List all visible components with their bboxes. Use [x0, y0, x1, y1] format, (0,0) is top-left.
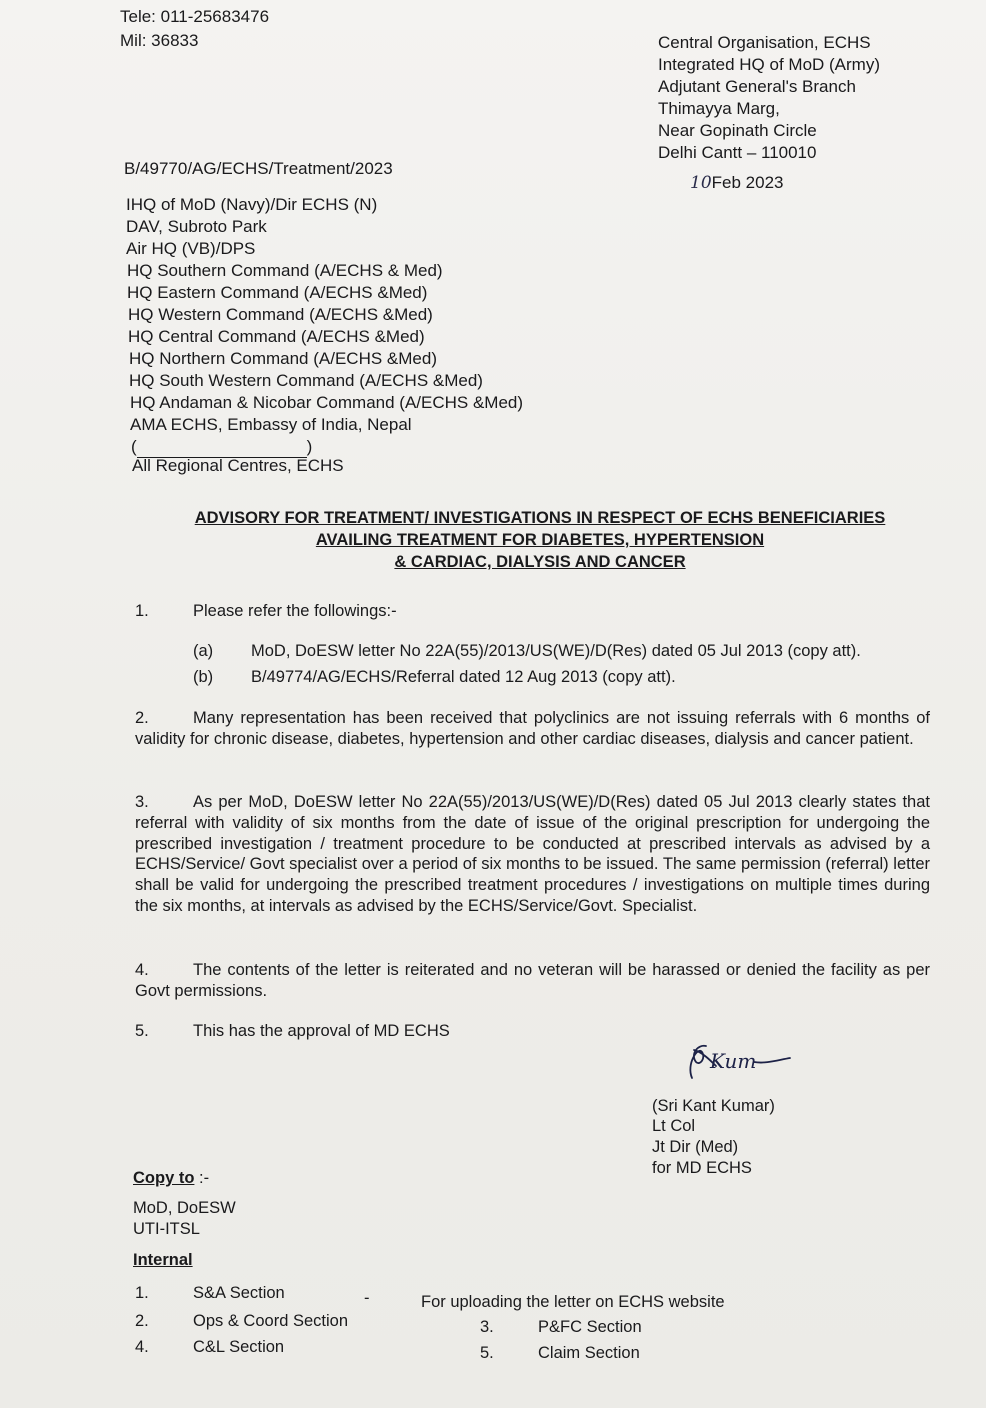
paragraph-5 — [135, 1022, 450, 1041]
sender-address-line: Central Organisation, ECHS — [658, 33, 871, 52]
copy-to-item: MoD, DoESW — [133, 1199, 236, 1217]
subject-title-line: AVAILING TREATMENT FOR DIABETES, HYPERTENSION — [315, 531, 765, 549]
signature — [676, 1036, 796, 1090]
addressee-line: HQ Southern Command (A/ECHS & Med) — [127, 261, 443, 280]
internal-item-text: Claim Section — [538, 1344, 640, 1362]
paragraph-1 — [135, 602, 397, 621]
regional-centres: All Regional Centres, ECHS — [132, 456, 344, 475]
telephone-number: Tele: 011-25683476 — [120, 7, 270, 26]
reference-label: (b) — [193, 668, 214, 686]
addressee-line: IHQ of MoD (Navy)/Dir ECHS (N) — [126, 195, 378, 214]
addressee-line: HQ Western Command (A/ECHS &Med) — [128, 305, 433, 324]
reference-item — [193, 642, 861, 661]
addressee-blank: ( ) — [131, 437, 313, 456]
reference-item — [193, 668, 676, 687]
sender-address-line: Adjutant General's Branch — [658, 77, 856, 96]
internal-heading: Internal — [133, 1251, 193, 1269]
paragraph-text: As per MoD, DoESW letter No 22A(55)/2013/US(WE)/D(Res) dated 05 Jul 2013 clearly states that referral with validity of six months from the date of issue of the original prescription for undergoing the prescribed investigation / treatment procedure to be conducted at prescribed intervals as advised by a ECHS/Service/ Govt specialist over a period of six months to be issued. The same permission (referral) letter shall be valid for undergoing the prescribed treatment procedures / investigations on multiple times during the six months, at intervals as advised by the ECHS/Service/Govt. Specialist. — [135, 793, 930, 915]
reference-label: (a) — [193, 642, 214, 660]
sender-address-line: Integrated HQ of MoD (Army) — [658, 55, 881, 74]
signature-text: Kum — [710, 1049, 757, 1073]
handwritten-date-day: 10 — [690, 173, 712, 193]
paragraph-2 — [135, 708, 930, 749]
military-number: Mil: 36833 — [120, 31, 199, 50]
subject-title-line: & CARDIAC, DIALYSIS AND CANCER — [394, 553, 686, 571]
internal-item-number: 4. — [135, 1338, 149, 1356]
signatory-name: (Sri Kant Kumar) — [652, 1097, 775, 1115]
internal-item-text: C&L Section — [193, 1338, 285, 1356]
internal-item — [480, 1344, 640, 1363]
paragraph-4 — [135, 960, 930, 1001]
internal-item-number: 1. — [135, 1284, 149, 1302]
signatory-designation: Jt Dir (Med) — [652, 1138, 739, 1156]
paragraph-number: 5. — [135, 1022, 149, 1040]
reference-text: MoD, DoESW letter No 22A(55)/2013/US(WE)/D(Res) dated 05 Jul 2013 (copy att). — [251, 642, 861, 660]
sender-address-line: Near Gopinath Circle — [658, 121, 817, 140]
addressee-line: HQ Central Command (A/ECHS &Med) — [128, 327, 425, 346]
addressee-line: Air HQ (VB)/DPS — [126, 239, 256, 258]
addressee-line: HQ Northern Command (A/ECHS &Med) — [129, 349, 437, 368]
paragraph-3 — [135, 792, 930, 917]
addressee-line: HQ Andaman & Nicobar Command (A/ECHS &Med) — [130, 393, 524, 412]
addressee-line: HQ Eastern Command (A/ECHS &Med) — [127, 283, 428, 302]
paragraph-text: This has the approval of MD ECHS — [193, 1022, 450, 1040]
date-month-year: Feb 2023 — [711, 173, 784, 192]
copy-to-item: UTI-ITSL — [133, 1220, 200, 1238]
internal-item-text: P&FC Section — [538, 1318, 642, 1336]
internal-item — [480, 1318, 642, 1337]
paragraph-number: 4. — [135, 961, 149, 979]
paragraph-number: 3. — [135, 793, 149, 811]
reference-number: B/49770/AG/ECHS/Treatment/2023 — [124, 159, 393, 178]
paragraph-text: The contents of the letter is reiterated and no veteran will be harassed or denied the facility as per Govt permissions. — [135, 961, 930, 1000]
sender-address-line: Thimayya Marg, — [658, 99, 780, 118]
paragraph-text: Please refer the followings:- — [193, 602, 397, 620]
internal-item-text: Ops & Coord Section — [193, 1312, 348, 1330]
addressee-line: AMA ECHS, Embassy of India, Nepal — [130, 415, 412, 434]
internal-item — [135, 1284, 285, 1303]
letter-date — [690, 172, 783, 194]
internal-item — [135, 1338, 284, 1357]
internal-item-text: S&A Section — [193, 1284, 285, 1302]
signatory-rank: Lt Col — [652, 1117, 696, 1135]
reference-text: B/49774/AG/ECHS/Referral dated 12 Aug 2013 (copy att). — [251, 668, 676, 686]
subject-title-line: ADVISORY FOR TREATMENT/ INVESTIGATIONS IN RESPECT OF ECHS BENEFICIARIES — [194, 509, 886, 527]
signatory-for: for MD ECHS — [652, 1159, 752, 1177]
addressee-line: DAV, Subroto Park — [126, 217, 267, 236]
copy-to-heading: Copy to :- — [133, 1169, 210, 1187]
addressee-line: HQ South Western Command (A/ECHS &Med) — [129, 371, 483, 390]
internal-item-number: 3. — [480, 1318, 494, 1336]
internal-item-number: 5. — [480, 1344, 494, 1362]
upload-note: For uploading the letter on ECHS website — [421, 1293, 725, 1311]
internal-item-number: 2. — [135, 1312, 149, 1330]
paragraph-text: Many representation has been received that polyclinics are not issuing referrals with 6 months of validity for chronic disease, diabetes, hypertension and other cardiac diseases, dialysis and cancer patient. — [135, 709, 930, 748]
paragraph-number: 2. — [135, 709, 149, 727]
paragraph-number: 1. — [135, 602, 149, 620]
dash: - — [364, 1289, 370, 1307]
sender-address-line: Delhi Cantt – 110010 — [658, 143, 817, 162]
internal-item — [135, 1312, 348, 1331]
